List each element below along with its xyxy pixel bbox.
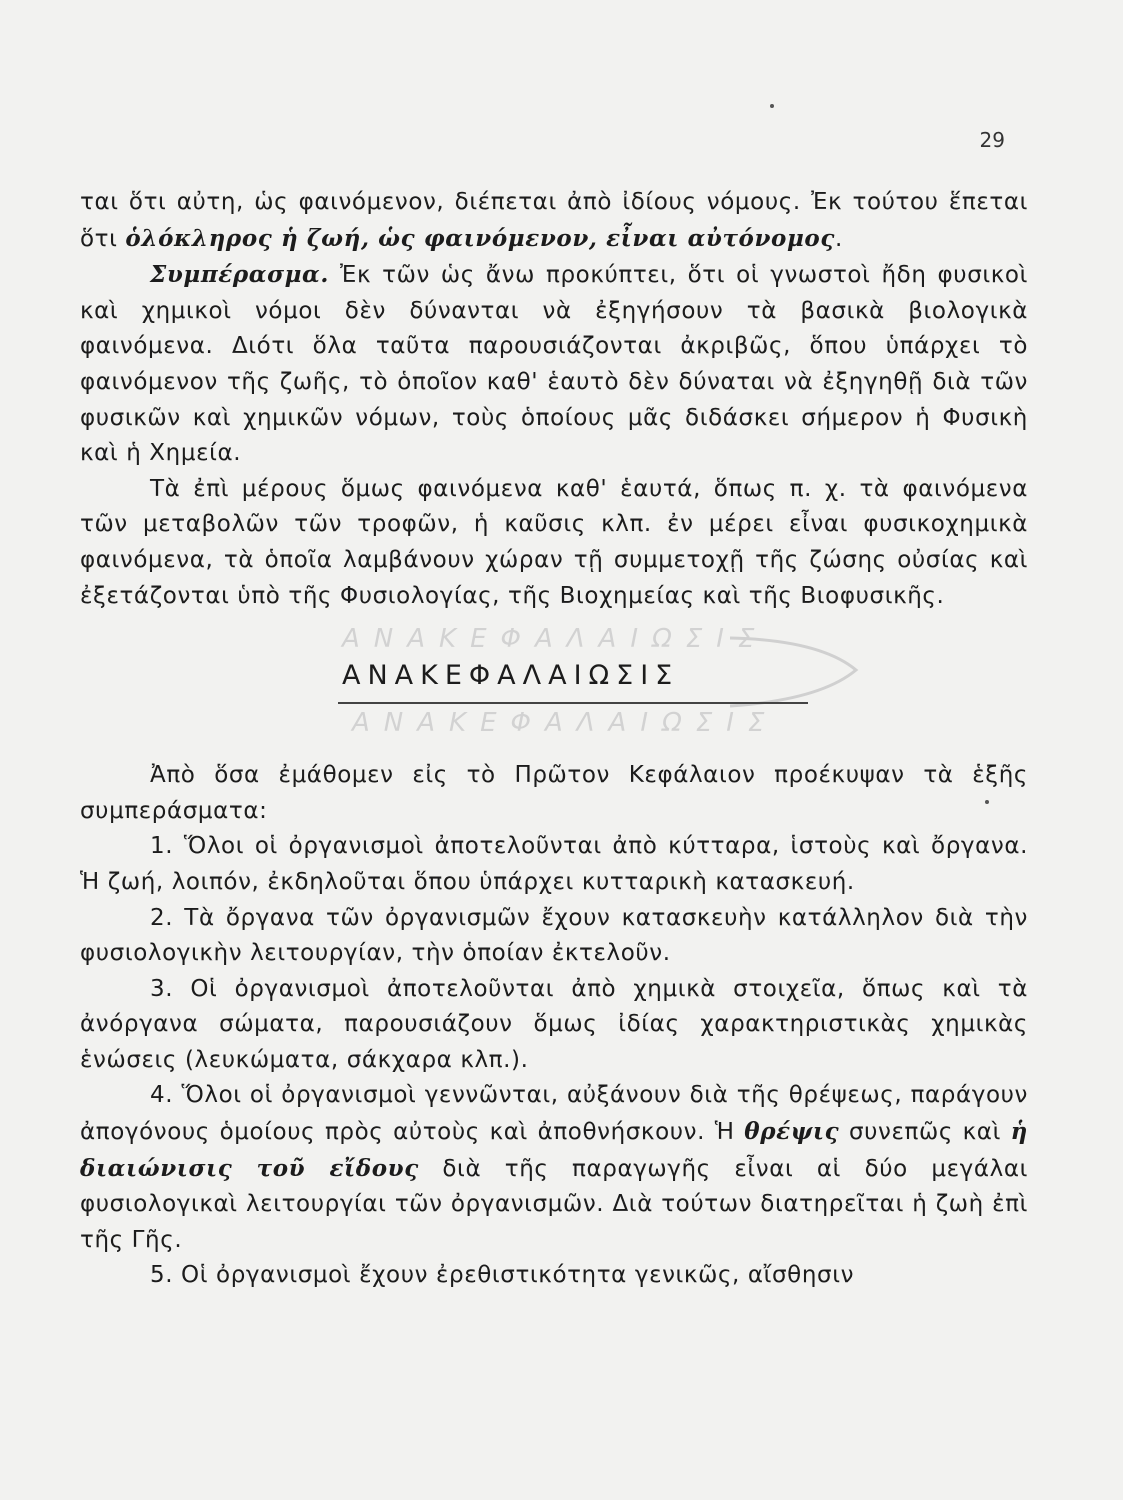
page-number: 29 [979, 128, 1005, 152]
section-heading-block [80, 620, 1028, 739]
stray-mark [770, 104, 774, 108]
summary-item-4-emphasis-1: θρέψις [744, 1118, 840, 1146]
pencil-note: ΑΝΑΚΕΦΑΛΑΙΩΣΙΣ [342, 624, 769, 655]
paragraph-1-end: . [834, 225, 843, 252]
paragraph-1-text: ται ὅτι αὐτη, ὡς φαινόμενον, διέπεται ἀπὸ ἰδίους νόμους. Ἐκ τούτου ἕπεται ὅτι [80, 189, 1028, 252]
paragraph-2-text: Ἐκ τῶν ὡς ἄνω προκύπτει, ὅτι οἱ γνωστοὶ ἤδη φυσικοὶ καὶ χημικοὶ νόμοι δὲν δύνανται νὰ ἐξηγήσουν τὰ βασικὰ βιολογικὰ φαινόμενα. Διότι ὅλα ταῦτα παρουσιάζονται ἀκριβῶς, ὅπου ὑπάρχει τὸ φαινόμενον τῆς ζωῆς, τὸ ὁποῖον καθ' ἑαυτὸ δὲν δύναται νὰ ἐξηγηθῇ διὰ τῶν φυσικῶν καὶ χημικῶν νόμων, τοὺς ὁποίους μᾶς διδάσκει σήμερον ἡ Φυσικὴ καὶ ἡ Χημεία. [80, 262, 1028, 467]
paragraph-1 [80, 185, 1028, 257]
section-heading: ΑΝΑΚΕΦΑΛΑΙΩΣΙΣ [342, 660, 680, 692]
summary-item-4-mid: συνεπῶς καὶ [839, 1119, 1011, 1146]
summary-item-1: 1. Ὅλοι οἱ ὀργανισμοὶ ἀποτελοῦνται ἀπὸ κύτταρα, ἱστοὺς καὶ ὄργανα. Ἡ ζωή, λοιπόν, ἐκδηλοῦται ὅπου ὑπάρχει κυτταρικὴ κατασκευή. [80, 833, 1028, 895]
paragraph-2 [80, 257, 1028, 472]
paragraph-1-emphasis: ὁλόκληρος ἡ ζωή, ὡς φαινόμενον, εἶναι αὐτόνομος [125, 224, 835, 252]
pencil-arrow-icon [730, 630, 860, 710]
summary-item-3: 3. Οἱ ὀργανισμοὶ ἀποτελοῦνται ἀπὸ χημικὰ στοιχεῖα, ὅπως καὶ τὰ ἀνόργανα σώματα, παρουσιάζουν ὅμως ἰδίας χαρακτηριστικὰς χημικὰς ἑνώσεις (λευκώματα, σάκχαρα κλπ.). [80, 975, 1028, 1073]
paragraph-3: Τὰ ἐπὶ μέρους ὅμως φαινόμενα καθ' ἑαυτά, ὅπως π. χ. τὰ φαινόμενα τῶν μεταβολῶν τῶν τροφῶν, ἡ καῦσις κλπ. ἐν μέρει εἶναι φυσικοχημικὰ φαινόμενα, τὰ ὁποῖα λαμβάνουν χώραν τῇ συμμετοχῇ τῆς ζώσης οὐσίας καὶ ἐξετάζονται ὑπὸ τῆς Φυσιολογίας, τῆς Βιοχημείας καὶ τῆς Βιοφυσικῆς. [80, 475, 1028, 609]
summary-item-5: 5. Οἱ ὀργανισμοὶ ἔχουν ἐρεθιστικότητα γενικῶς, αἴσθησιν [150, 1262, 855, 1289]
summary-item-4 [80, 1078, 1028, 1258]
summary-item-2: 2. Τὰ ὄργανα τῶν ὀργανισμῶν ἔχουν κατασκευὴν κατάλληλον διὰ τὴν φυσιολογικὴν λειτουργίαν, τὴν ὁποίαν ἐκτελοῦν. [80, 904, 1028, 967]
summary-item-4-emphasis-2: ἡ διαιώνισις τοῦ εἴδους [80, 1118, 1028, 1182]
summary-intro: Ἀπὸ ὅσα ἐμάθομεν εἰς τὸ Πρῶτον Κεφάλαιον προέκυψαν τὰ ἑξῆς συμπεράσματα: [80, 762, 1028, 824]
summary-item-4-end: διὰ τῆς παραγωγῆς εἶναι αἱ δύο μεγάλαι φυσιολογικαὶ λειτουργίαι τῶν ὀργανισμῶν. Διὰ τούτων διατηρεῖται ἡ ζωὴ ἐπὶ τῆς Γῆς. [80, 1155, 1028, 1253]
heading-underline [338, 702, 808, 704]
paragraph-2-lead: Συμπέρασμα. [150, 261, 329, 289]
pencil-note-repeat: ΑΝΑΚΕΦΑΛΑΙΩΣΙΣ [352, 708, 779, 739]
stray-mark [985, 800, 989, 804]
summary-item-4-text: 4. Ὅλοι οἱ ὀργανισμοὶ γεννῶνται, αὐξάνουν διὰ τῆς θρέψεως, παράγουν ἀπογόνους ὁμοίους πρὸς αὐτοὺς καὶ ἀποθνήσκουν. Ἡ [80, 1082, 1028, 1146]
